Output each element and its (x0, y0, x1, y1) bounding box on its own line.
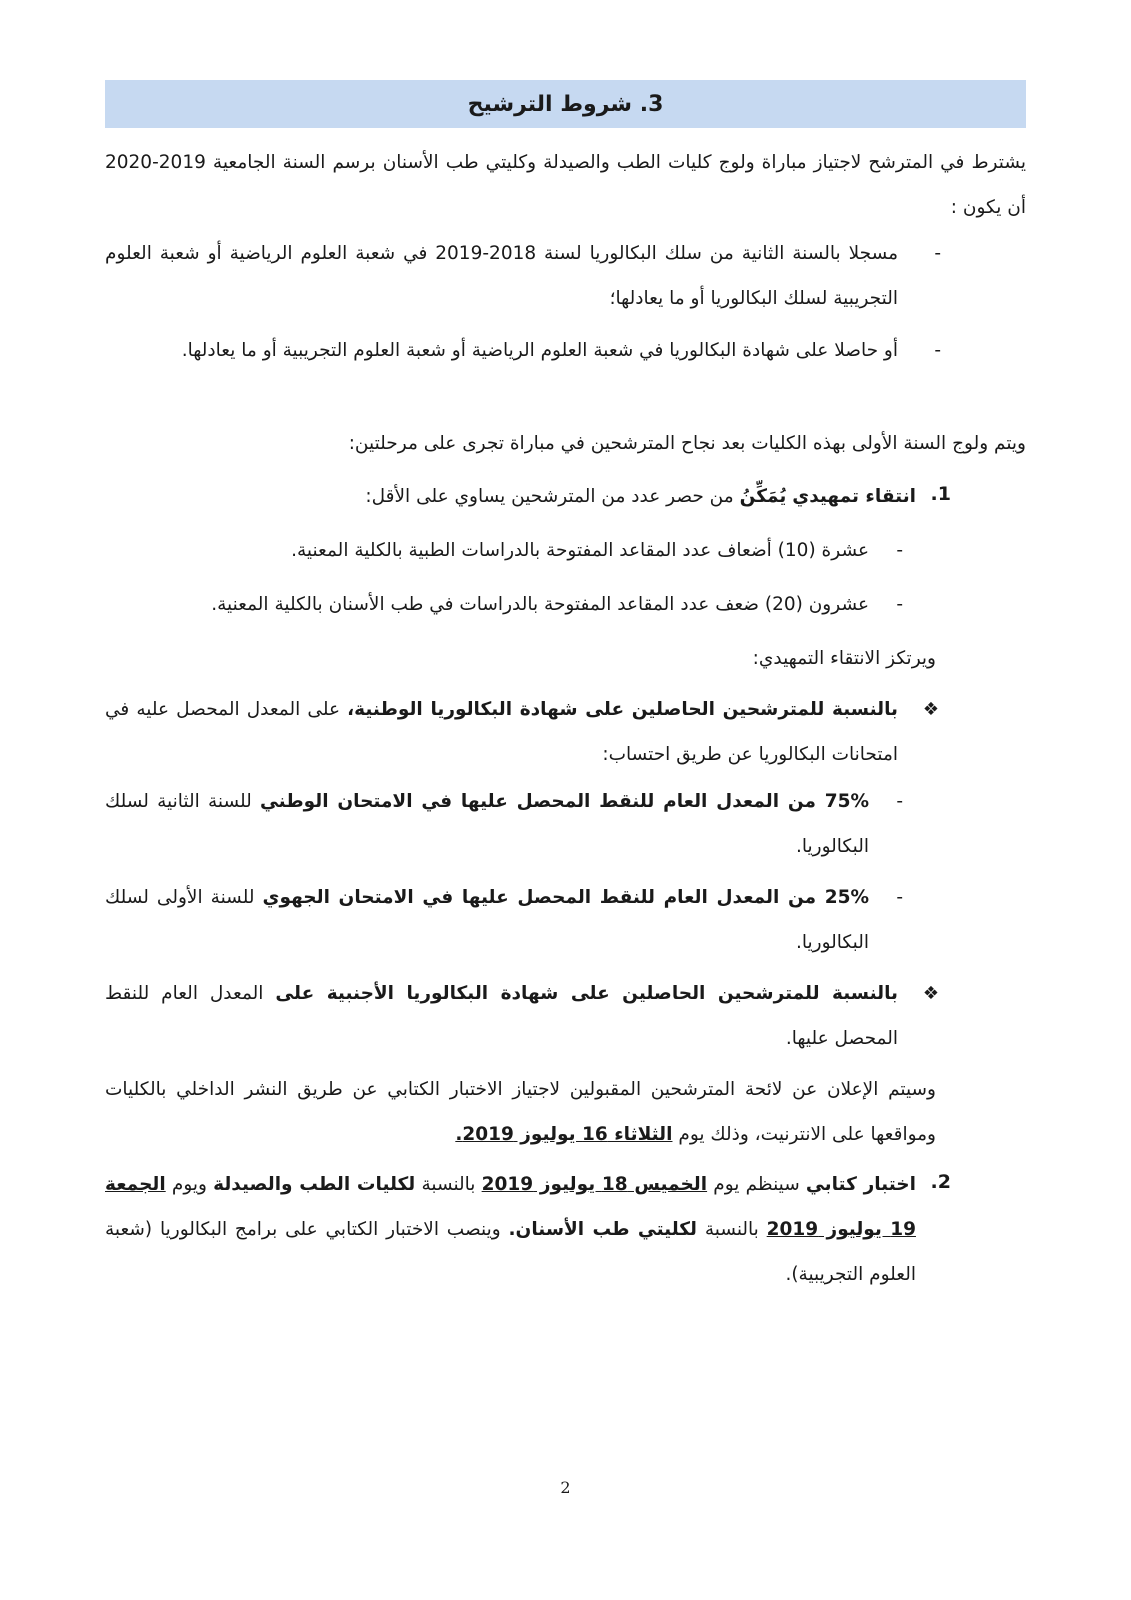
condition-1-marker: - (934, 243, 941, 264)
condition-1-text: مسجلا بالسنة الثانية من سلك البكالوريا لسنة 2018-2019 في شعبة العلوم الرياضية أو شعبة العلوم التجريبية لسلك البكالوريا أو ما يعادلها؛ (105, 243, 898, 309)
foreign-diamond-marker: ❖ (922, 983, 939, 1004)
national-bac-paragraph (105, 687, 898, 777)
national-item-1-bold: 75% من المعدل العام للنقط المحصل عليها في الامتحان الوطني (259, 791, 869, 812)
national-item-2-rest: للسنة الأولى لسلك البكالوريا. (105, 887, 869, 953)
stage-2-date-2: الجمعة 19 يوليوز 2019 (105, 1174, 916, 1240)
stage-1-verb: يُمَكِّنُ (739, 486, 787, 507)
national-bac-rest: على المعدل المحصل عليه في امتحانات البكالوريا عن طريق احتساب: (105, 699, 898, 765)
announcement-paragraph (105, 1067, 936, 1157)
stage-2-t3: ويوم (171, 1174, 207, 1195)
stage-2-date-1: الخميس 18 يوليوز 2019 (481, 1174, 708, 1195)
national-diamond-marker: ❖ (922, 699, 939, 720)
national-item-2-marker: - (896, 887, 903, 908)
stage-2-t2: بالنسبة (421, 1174, 476, 1195)
section-title-text: 3. شروط الترشيح (467, 91, 664, 117)
national-item-1-text (105, 779, 869, 869)
national-item-2-bold: 25% من المعدل العام للنقط المحصل عليها في الامتحان الجهوي (262, 887, 869, 908)
stage-1-heading (216, 474, 916, 519)
stage-2-t5: وينصب الاختبار الكتابي على برامج البكالوريا (شعبة العلوم التجريبية). (105, 1219, 916, 1285)
stage-1-item-1-text: عشرة (10) أضعاف عدد المقاعد المفتوحة بالدراسات الطبية بالكلية المعنية. (291, 540, 869, 561)
section-title (105, 80, 1026, 128)
basis-label: ويرتكز الانتقاء التمهيدي: (752, 648, 936, 669)
stage-2-number: 2. (930, 1171, 951, 1193)
intro-paragraph: يشترط في المترشح لاجتياز مباراة ولوج كليات الطب والصيدلة وكليتي طب الأسنان برسم السنة الجامعية 2019-2020 أن يكون : (105, 152, 1026, 218)
condition-2-text: أو حاصلا على شهادة البكالوريا في شعبة العلوم الرياضية أو شعبة العلوم التجريبية أو ما يعادلها. (181, 340, 898, 361)
page-number: 2 (560, 1478, 571, 1497)
stages-intro: ويتم ولوج السنة الأولى بهذه الكليات بعد نجاح المترشحين في مباراة تجرى على مرحلتين: (348, 433, 1026, 454)
stage-2-t1: سينظم يوم (713, 1174, 800, 1195)
national-bac-bold: بالنسبة للمترشحين الحاصلين على شهادة البكالوريا الوطنية، (347, 699, 898, 720)
stage-2-bold-2: لكليتي طب الأسنان. (508, 1219, 697, 1240)
national-item-2-text (105, 875, 869, 965)
stage-1-item-1-marker: - (896, 540, 903, 561)
stage-1-rest: من حصر عدد من المترشحين يساوي على الأقل: (365, 486, 734, 507)
stage-1-title: انتقاء تمهيدي (792, 486, 916, 507)
stage-2-paragraph (105, 1162, 916, 1297)
foreign-bac-paragraph (105, 971, 898, 1061)
stage-1-number: 1. (930, 483, 951, 505)
stage-2-bold-1: لكليات الطب والصيدلة (213, 1174, 416, 1195)
stage-1-item-2-marker: - (896, 594, 903, 615)
stage-1-item-2-text: عشرون (20) ضعف عدد المقاعد المفتوحة بالدراسات في طب الأسنان بالكلية المعنية. (211, 594, 869, 615)
stage-2-title: اختبار كتابي (805, 1174, 916, 1195)
stage-2-t4: بالنسبة (704, 1219, 759, 1240)
foreign-bac-rest: المعدل العام للنقط المحصل عليها. (105, 983, 898, 1049)
announcement-text: وسيتم الإعلان عن لائحة المترشحين المقبولين لاجتياز الاختبار الكتابي عن طريق النشر الداخلي بالكليات ومواقعها على الانترنيت، وذلك يوم (105, 1079, 936, 1145)
condition-2-marker: - (934, 340, 941, 361)
national-item-1-rest: للسنة الثانية لسلك البكالوريا. (105, 791, 869, 857)
announcement-date: الثلاثاء 16 يوليوز 2019. (455, 1124, 673, 1145)
national-item-1-marker: - (896, 791, 903, 812)
foreign-bac-bold: بالنسبة للمترشحين الحاصلين على شهادة البكالوريا الأجنبية على (275, 983, 898, 1004)
